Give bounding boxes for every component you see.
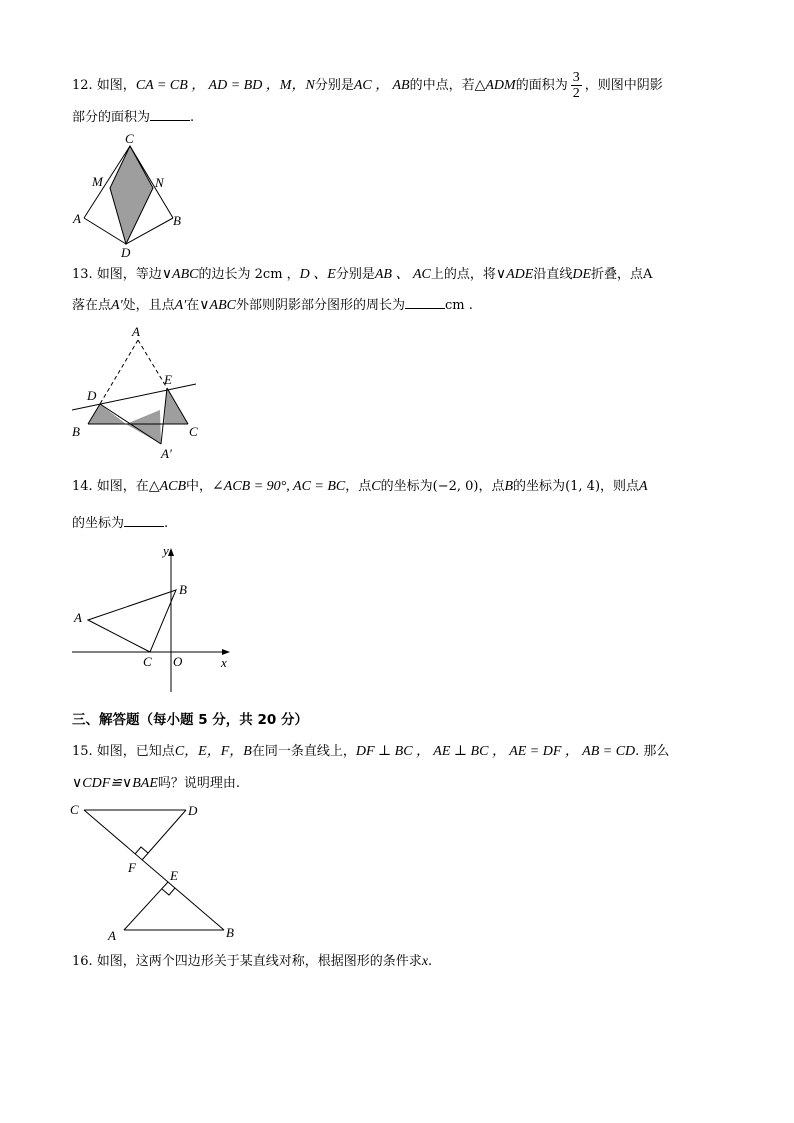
label-B: B [173,213,181,228]
q15-line2: ∨CDF≌∨BAE吗？说明理由. [72,776,241,791]
q12-figure [70,130,190,260]
label-A: A [73,211,81,226]
q13-figure [68,322,208,464]
q12-line1: 12. 如图，CA = CB ， AD = BD ，M，N分别是AC ， AB的中点，若△ADM的面积为 $\frac{3}{2}$ ，则图中阴影 [72,70,663,101]
q14-line2: 的坐标为 . [72,516,169,531]
line-cb [84,810,224,930]
shaded-region [110,146,153,244]
y-axis-arrow [168,548,174,556]
fold-ae-dashed [138,340,167,388]
label-D: D [188,803,198,818]
label-A-prime: A′ [161,446,172,461]
label-A: A [74,610,82,625]
right-angle-marker-f [135,847,148,854]
label-C: C [189,424,198,439]
q14-line1: 14. 如图，在△ACB中，∠ACB = 90°, AC = BC，点C的坐标为(−2, 0)，点B的坐标为(1, 4)，则点A [72,479,648,494]
right-angle-marker-e [162,888,175,895]
label-x: x [221,655,227,670]
label-F: F [128,860,136,875]
fraction-three-halves: $\frac{3}{2}$ [572,70,580,101]
q13-line1: 13. 如图，等边∨ABC的边长为 2cm ，D 、E分别是AB 、 AC上的点，将∨ADE沿直线DE折叠，点A [72,267,653,282]
q14-figure [70,542,240,694]
q13-line2: 落在点A′处，且点A′在∨ABC外部则阴影部分图形的周长为 cm . [72,298,473,313]
shaded-region-bottom [126,410,161,444]
label-B: B [72,424,80,439]
segment-df [142,810,186,860]
q16-line1: 16. 如图，这两个四边形关于某直线对称，根据图形的条件求x. [72,954,433,969]
label-E: E [164,372,172,387]
label-D: D [121,245,131,260]
label-C: C [125,131,134,146]
answer-blank [405,296,445,309]
label-D: D [87,388,97,403]
section-heading: 三、解答题（每小题 5 分，共 20 分） [72,712,308,728]
label-B: B [179,582,187,597]
fold-ad-dashed [100,340,138,404]
label-A: A [132,324,140,339]
q15-line1: 15. 如图，已知点C，E，F，B在同一条直线上，DF ⊥ BC ， AE ⊥ BC ， AE = DF ， AB = CD. 那么 [72,744,670,759]
segment-ae [124,882,168,930]
label-y: y [163,543,169,558]
label-B: B [226,925,234,940]
label-O: O [173,654,183,669]
label-C: C [143,654,152,669]
triangle-acb [88,590,176,652]
q12-line2: 部分的面积为 . [72,110,195,125]
label-A: A [108,928,116,943]
label-C: C [70,802,79,817]
label-M: M [92,174,103,189]
label-N: N [155,175,164,190]
answer-blank [150,108,190,121]
label-E: E [170,868,178,883]
q15-figure [68,800,248,945]
answer-blank [124,514,164,527]
